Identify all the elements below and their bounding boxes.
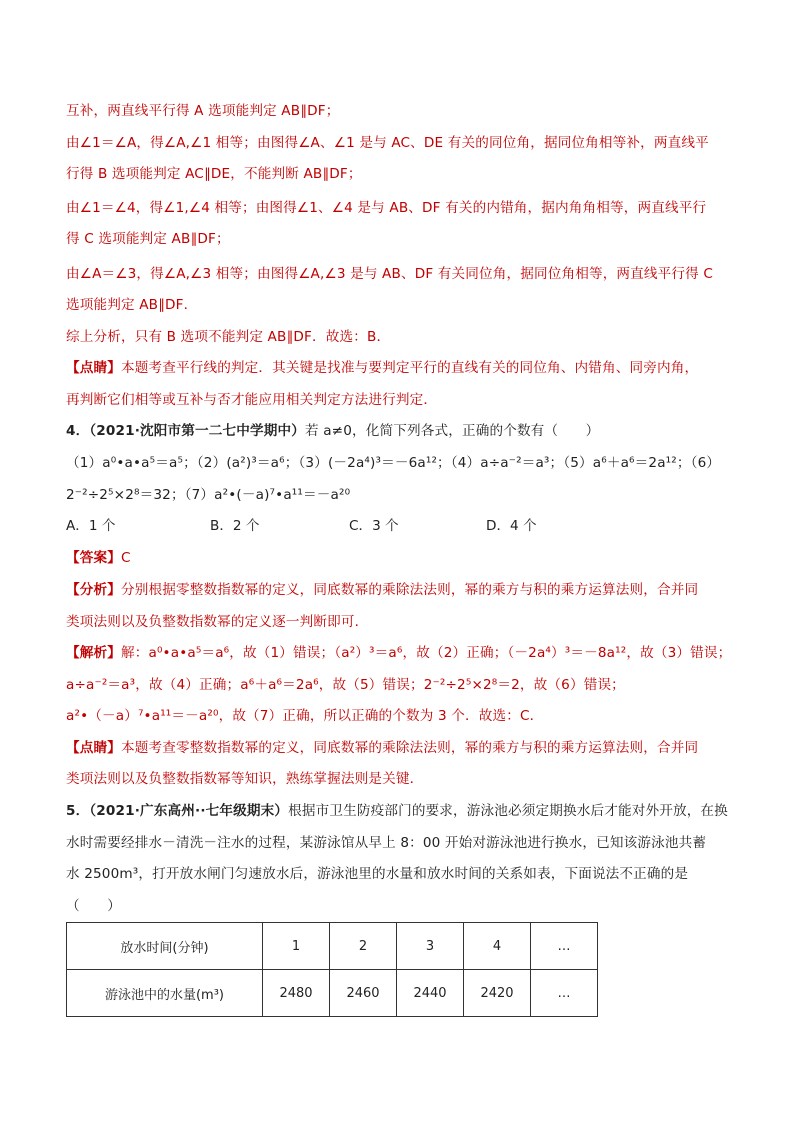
text-line: 得 C 选项能判定 AB∥DF； [66,231,230,247]
text-line: 类项法则以及负整数指数幂等知识，熟练掌握法则是关键． [66,771,424,787]
key-point-tag: 【点睛】 [66,360,121,376]
analysis-tag: 【分析】 [66,582,121,598]
analysis-text: 分别根据零整数指数幂的定义，同底数幂的乘除法法则，幂的乘方与积的乘方运算法则，合并同 [120,582,699,598]
text-line: 再判断它们相等或互补与否才能应用相关判定方法进行判定． [66,392,438,408]
question-4-items: （1）a⁰•a•a⁵＝a⁵；（2）(a²)³＝a⁶；（3）(－2a⁴)³＝－6a¹²；（4）a÷a⁻²＝a³；（5）a⁶＋a⁶＝2a¹²；（6） [66,455,721,471]
table-cell: 3 [397,923,464,970]
table-row [67,970,598,1017]
text-line: 由∠1＝∠A，得∠A,∠1 相等；由图得∠A、∠1 是与 AC、DE 有关的同位角，据同位角相等补，两直线平 [66,135,709,151]
key-point-line [66,738,698,758]
key-point-line [66,358,698,378]
text-line: 互补，两直线平行得 A 选项能判定 AB∥DF； [66,103,340,119]
text-line: 类项法则以及负整数指数幂的定义逐一判断即可． [66,614,369,630]
option-b: B．2 个 [210,518,260,534]
table-cell: 4 [464,923,531,970]
question-source: （2021·沈阳市第一二七中学期中） [89,423,305,439]
question-text: 根据市卫生防疫部门的要求，游泳池必须定期换水后才能对外开放，在换 [288,803,728,819]
solution-text: 解：a⁰•a•a⁵＝a⁶，故（1）错误；（a²）³＝a⁶，故（2）正确；（－2a⁴）³＝－8a¹²，故（3）错误； [120,645,732,661]
text-line: 综上分析，只有 B 选项不能判定 AB∥DF．故选：B． [66,329,391,345]
table-cell: 1 [263,923,330,970]
water-table [66,922,598,1017]
option-d: D．4 个 [486,518,537,534]
text-line: 选项能判定 AB∥DF． [66,297,198,313]
option-a: A．1 个 [66,518,116,534]
question-4-items: 2⁻²÷2⁵×2⁸＝32；（7）a²•(－a)⁷•a¹¹＝－a²⁰ [66,487,351,503]
question-number: 4． [66,423,90,439]
key-point-text: 本题考查平行线的判定．其关键是找准与要判定平行的直线有关的同位角、内错角、同旁内角， [120,360,699,376]
solution-line [66,643,731,663]
answer-tag: 【答案】 [66,550,121,566]
text-line: 由∠1＝∠4，得∠1,∠4 相等；由图得∠1、∠4 是与 AB、DF 有关的内错角，据内角角相等，两直线平行 [66,200,707,216]
answer-line [66,548,131,568]
question-text: 若 a≠0，化简下列各式，正确的个数有（ ） [304,423,600,439]
text-line: 水时需要经排水－清洗－注水的过程，某游泳馆从早上 8：00 开始对游泳池进行换水，已知该游泳池共蓄 [66,835,707,851]
table-row [67,923,598,970]
text-line: a²•（－a）⁷•a¹¹＝－a²⁰，故（7）正确，所以正确的个数为 3 个．故选：C． [66,708,544,724]
key-point-tag: 【点睛】 [66,740,121,756]
table-cell: 2480 [263,970,330,1017]
analysis-line [66,580,698,600]
text-line: （ ） [66,898,121,914]
question-4-stem [66,421,599,441]
option-c: C．3 个 [349,518,399,534]
text-line: a÷a⁻²＝a³，故（4）正确；a⁶＋a⁶＝2a⁶，故（5）错误；2⁻²÷2⁵×2⁸＝2，故（6）错误； [66,677,625,693]
text-line: 由∠A＝∠3，得∠A,∠3 相等；由图得∠A,∠3 是与 AB、DF 有关同位角，据同位角相等，两直线平行得 C [66,266,714,282]
table-cell: 2460 [330,970,397,1017]
table-row-header: 放水时间(分钟) [67,923,263,970]
table-cell: 2420 [464,970,531,1017]
table-cell: … [531,970,598,1017]
table-cell: 2 [330,923,397,970]
key-point-text: 本题考查零整数指数幂的定义，同底数幂的乘除法法则，幂的乘方与积的乘方运算法则，合并同 [120,740,699,756]
text-line: 水 2500m³，打开放水闸门匀速放水后，游泳池里的水量和放水时间的关系如表，下面说法不正确的是 [66,866,689,882]
solution-tag: 【解析】 [66,645,121,661]
text-line: 行得 B 选项能判定 AC∥DE，不能判断 AB∥DF； [66,166,362,182]
table-cell: … [531,923,598,970]
question-number: 5． [66,803,90,819]
question-source: （2021·广东高州··七年级期末） [89,803,289,819]
question-5-stem [66,801,728,821]
answer-value: C [120,550,131,566]
table-row-header: 游泳池中的水量(m³) [67,970,263,1017]
table-cell: 2440 [397,970,464,1017]
